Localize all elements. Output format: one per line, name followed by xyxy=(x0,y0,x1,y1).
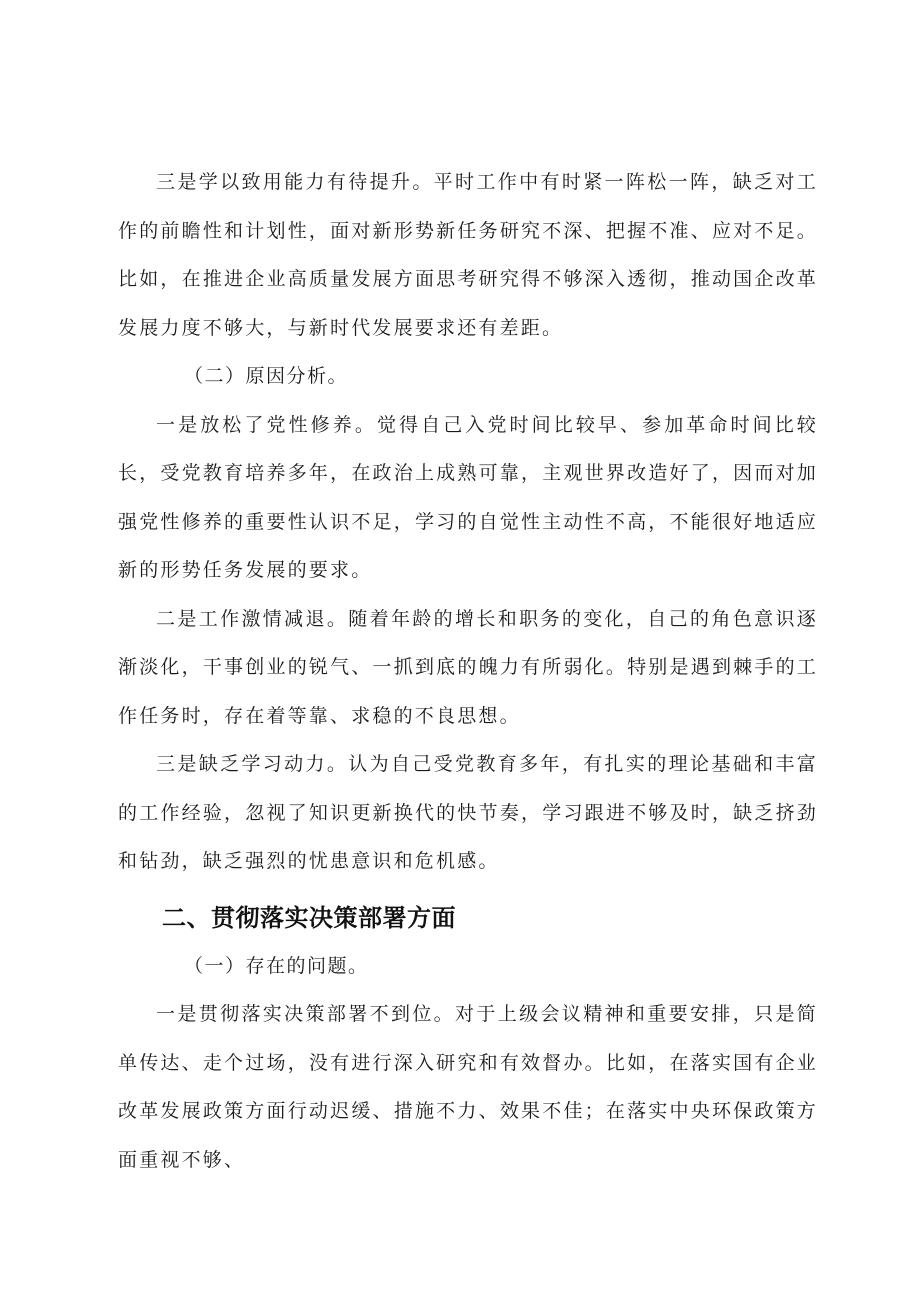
paragraph-problem-1: 一是贯彻落实决策部署不到位。对于上级会议精神和重要安排，只是简单传达、走个过场，没有进行深入研究和有效督办。比如，在落实国有企业改革发展政策方面行动迟缓、措施不力、效果不佳；在落实中央环保政策方面重视不够、 xyxy=(118,1003,818,1171)
paragraph-cause-3: 三是缺乏学习动力。认为自己受党教育多年，有扎实的理论基础和丰富的工作经验，忽视了知识更新换代的快节奏，学习跟进不够及时，缺乏挤劲和钻劲，缺乏强烈的忧患意识和危机感。 xyxy=(118,753,818,872)
paragraph-cause-2: 二是工作激情减退。随着年龄的增长和职务的变化，自己的角色意识逐渐淡化，干事创业的锐气、一抓到底的魄力有所弱化。特别是遇到棘手的工作任务时，存在着等靠、求稳的不良思想。 xyxy=(118,607,818,727)
subsection-cause-analysis: （二）原因分析。 xyxy=(184,365,349,387)
paragraph-cause-1: 一是放松了党性修养。觉得自己入党时间比较早、参加革命时间比较长，受党教育培养多年，在政治上成熟可靠，主观世界改造好了，因而对加强党性修养的重要性认识不足，学习的自觉性主动性不高，不能很好地适应新的形势任务发展的要求。 xyxy=(118,413,818,581)
document-body xyxy=(118,158,818,1184)
subsection-existing-problems: （一）存在的问题。 xyxy=(184,954,369,977)
paragraph-study-application: 三是学以致用能力有待提升。平时工作中有时紧一阵松一阵，缺乏对工作的前瞻性和计划性，面对新形势新任务研究不深、把握不准、应对不足。比如，在推进企业高质量发展方面思考研究得不够深入透彻，推动国企改革发展力度不够大，与新时代发展要求还有差距。 xyxy=(118,171,818,339)
section-heading: 二、贯彻落实决策部署方面 xyxy=(162,903,456,932)
